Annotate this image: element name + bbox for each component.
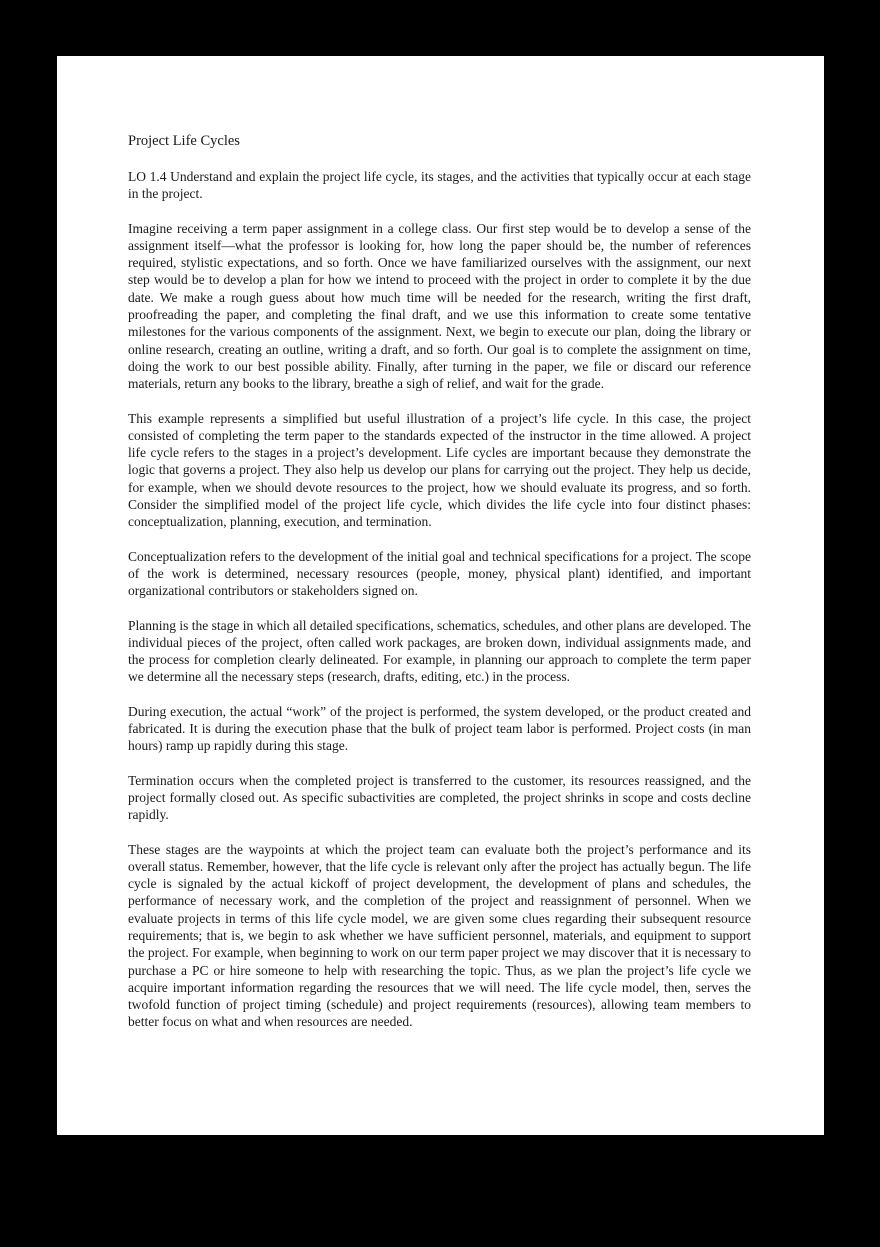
paragraph-termination: Termination occurs when the completed project is transferred to the customer, its resources reassigned, and the project formally closed out. As specific subactivities are completed, the project shrinks in scope and costs decline rapidly. [128, 772, 751, 823]
paragraph-term-paper-example: Imagine receiving a term paper assignment in a college class. Our first step would be to develop a sense of the assignment itself—what the professor is looking for, how long the paper should be, the number of references required, stylistic expectations, and so forth. Once we have familiarized ourselves with the assignment, our next step would be to develop a plan for how we intend to proceed with the project in order to complete it by the due date. We make a rough guess about how much time will be needed for the research, writing the first draft, proofreading the paper, and completing the final draft, and we use this information to create some tentative milestones for the various components of the assignment. Next, we begin to execute our plan, doing the library or online research, creating an outline, writing a draft, and so forth. Our goal is to complete the assignment on time, doing the work to our best possible ability. Finally, after turning in the paper, we file or discard our reference materials, return any books to the library, breathe a sigh of relief, and wait for the grade. [128, 220, 751, 392]
page-title: Project Life Cycles [128, 133, 240, 149]
paragraph-planning: Planning is the stage in which all detailed specifications, schematics, schedules, and other plans are developed. The individual pieces of the project, often called work packages, are broken down, individual assignments made, and the process for completion clearly delineated. For example, in planning our approach to complete the term paper we determine all the necessary steps (research, drafts, editing, etc.) in the process. [128, 617, 751, 685]
paragraph-execution: During execution, the actual “work” of the project is performed, the system developed, or the product created and fabricated. It is during the execution phase that the bulk of project team labor is performed. Project costs (in man hours) ramp up rapidly during this stage. [128, 703, 751, 754]
paragraph-stages-waypoints: These stages are the waypoints at which the project team can evaluate both the project’s performance and its overall status. Remember, however, that the life cycle is relevant only after the project has actually begun. The life cycle is signaled by the actual kickoff of project development, the development of plans and schedules, the performance of necessary work, and the completion of the project and reassignment of personnel. When we evaluate projects in terms of this life cycle model, we are given some clues regarding their subsequent resource requirements; that is, we begin to ask whether we have sufficient personnel, materials, and equipment to support the project. For example, when beginning to work on our term paper project we may discover that it is necessary to purchase a PC or hire someone to help with researching the topic. Thus, as we plan the project’s life cycle we acquire important information regarding the resources that we will need. The life cycle model, then, serves the twofold function of project timing (schedule) and project requirements (resources), allowing team members to better focus on what and when resources are needed. [128, 841, 751, 1030]
paragraph-conceptualization: Conceptualization refers to the development of the initial goal and technical specifications for a project. The scope of the work is determined, necessary resources (people, money, physical plant) identified, and important organizational contributors or stakeholders signed on. [128, 548, 751, 599]
paragraph-life-cycle-definition: This example represents a simplified but useful illustration of a project’s life cycle. In this case, the project consisted of completing the term paper to the standards expected of the instructor in the time allowed. A project life cycle refers to the stages in a project’s development. Life cycles are important because they demonstrate the logic that governs a project. They also help us develop our plans for carrying out the project. They help us decide, for example, when we should devote resources to the project, how we should evaluate its progress, and so forth. Consider the simplified model of the project life cycle, which divides the life cycle into four distinct phases: conceptualization, planning, execution, and termination. [128, 410, 751, 530]
paragraph-learning-objective: LO 1.4 Understand and explain the project life cycle, its stages, and the activities that typically occur at each stage in the project. [128, 169, 751, 202]
document-page [57, 56, 824, 1135]
